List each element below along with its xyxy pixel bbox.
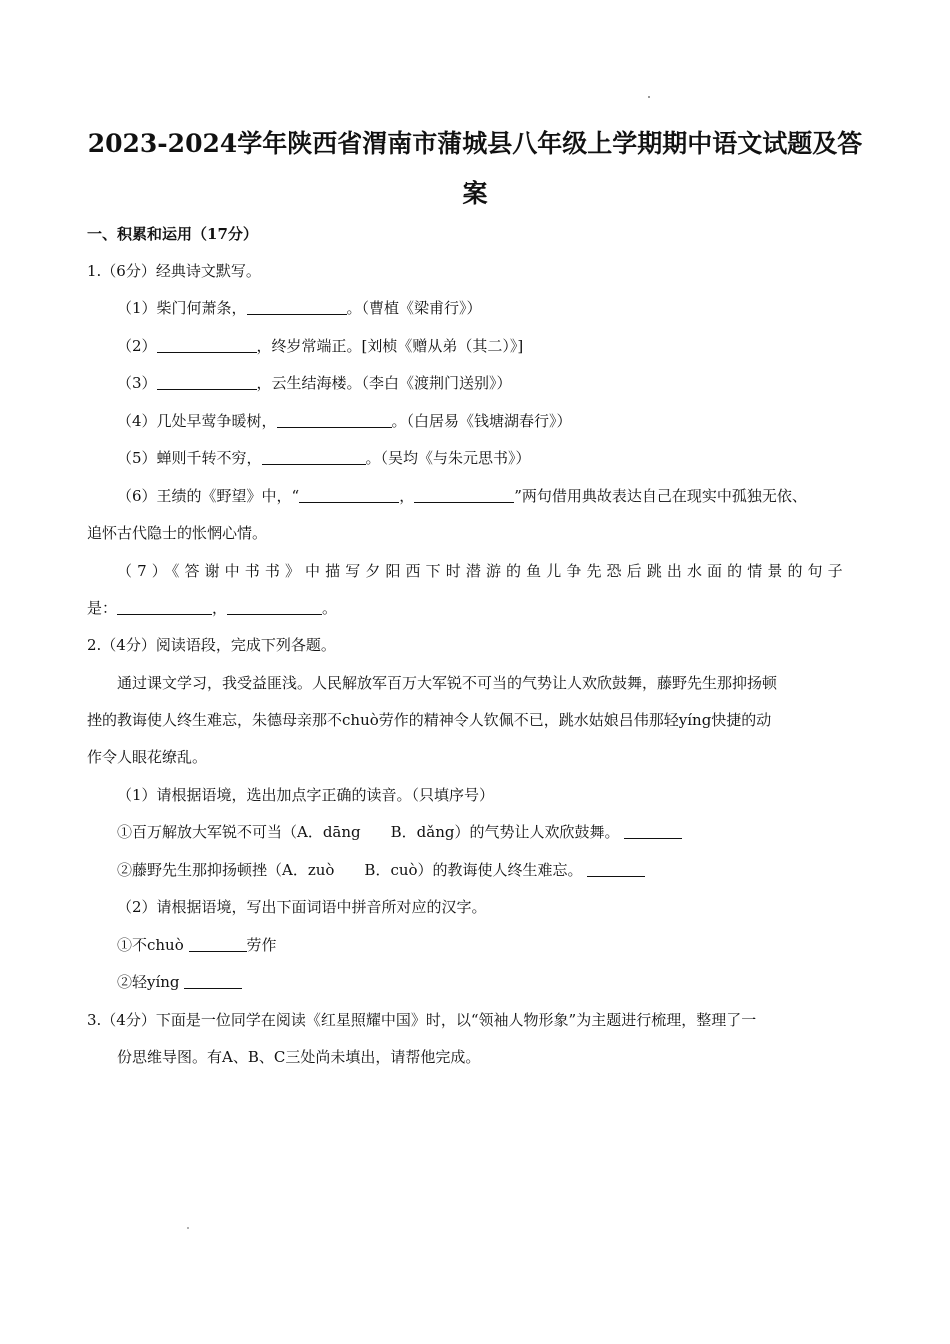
q1-item-7-pre: 是： <box>87 599 118 617</box>
q2-sub2: （2）请根据语境，写出下面词语中拼音所对应的汉字。 <box>117 898 487 916</box>
q1-item-5-post: 。（吴均《与朱元思书》） <box>365 449 531 467</box>
q2-sub2-a-pre: ①不chuò <box>117 936 184 954</box>
q1-item-4-pre: （4）几处早莺争暖树， <box>117 412 277 430</box>
q1-item-5-pre: （5）蝉则千转不穷， <box>117 449 262 467</box>
q1-item-7-line1: （7）《答谢中书书》中描写夕阳西下时潜游的鱼儿争先恐后跳出水面的情景的句子 <box>117 562 848 580</box>
answer-blank[interactable] <box>227 599 322 615</box>
q2-sub1-b-text: ②藤野先生那抑扬顿挫（A．zuò B．cuò）的教诲使人终生难忘。 <box>117 861 583 879</box>
answer-blank[interactable] <box>262 449 366 465</box>
q1-item-3-pre: （3） <box>117 374 157 392</box>
answer-blank[interactable] <box>624 823 682 839</box>
q1-item-1 <box>117 298 482 318</box>
speck-mark <box>648 96 650 98</box>
q1-item-7-mid: ， <box>212 599 228 617</box>
q1-item-6-pre: （6）王绩的《野望》中，“ <box>117 487 300 505</box>
answer-blank[interactable] <box>117 599 212 615</box>
q1-item-2 <box>117 336 523 356</box>
q1-item-4 <box>117 411 572 431</box>
q1-item-7-line2 <box>87 598 337 618</box>
section-heading: 一、积累和运用（17分） <box>87 225 258 243</box>
q2-sub2-a <box>117 935 277 955</box>
q2-sub1-b <box>117 860 645 880</box>
q1-item-4-post: 。（白居易《钱塘湖春行》） <box>391 412 572 430</box>
q1-item-6-mid: ， <box>399 487 415 505</box>
q2-sub1-a <box>117 822 682 842</box>
answer-blank[interactable] <box>184 973 242 989</box>
q1-stem: 1.（6分）经典诗文默写。 <box>87 262 261 280</box>
q2-sub2-a-post: 劳作 <box>246 936 277 954</box>
q1-item-6 <box>117 486 807 506</box>
q1-item-5 <box>117 448 531 468</box>
q2-sub1: （1）请根据语境，选出加点字正确的读音。（只填序号） <box>117 786 495 804</box>
document-title-line1: 2023-2024学年陕西省渭南市蒲城县八年级上学期期中语文试题及答 <box>87 129 863 158</box>
answer-blank[interactable] <box>247 299 347 315</box>
q1-item-1-post: 。（曹植《梁甫行》） <box>346 299 482 317</box>
answer-blank[interactable] <box>299 487 399 503</box>
answer-blank[interactable] <box>587 861 645 877</box>
q2-sub2-b <box>117 972 242 992</box>
answer-blank[interactable] <box>157 337 257 353</box>
q1-item-3 <box>117 373 512 393</box>
answer-blank[interactable] <box>277 412 392 428</box>
q1-item-6-line2: 追怀古代隐士的怅惘心情。 <box>87 524 268 542</box>
speck-mark <box>187 1227 189 1229</box>
document-title-line2: 案 <box>462 179 488 208</box>
q2-sub1-a-text: ①百万解放大军锐不可当（A．dāng B．dǎng）的气势让人欢欣鼓舞。 <box>117 823 620 841</box>
q1-item-2-pre: （2） <box>117 337 157 355</box>
q2-sub2-b-pre: ②轻yíng <box>117 973 180 991</box>
q2-paragraph-line2: 挫的教诲使人终生难忘，朱德母亲那不chuò劳作的精神令人钦佩不已，跳水姑娘吕伟那轻yíng快捷的动 <box>87 711 772 729</box>
q3-line1: 3.（4分）下面是一位同学在阅读《红星照耀中国》时，以“领袖人物形象”为主题进行梳理，整理了一 <box>87 1011 757 1029</box>
q1-item-7-post: 。 <box>322 599 338 617</box>
answer-blank[interactable] <box>157 374 257 390</box>
q2-stem: 2.（4分）阅读语段，完成下列各题。 <box>87 636 336 654</box>
q1-item-6-post: ”两句借用典故表达自己在现实中孤独无依、 <box>514 487 807 505</box>
answer-blank[interactable] <box>189 936 247 952</box>
q2-paragraph-line1: 通过课文学习，我受益匪浅。人民解放军百万大军锐不可当的气势让人欢欣鼓舞，藤野先生那抑扬顿 <box>117 674 778 692</box>
answer-blank[interactable] <box>414 487 514 503</box>
q1-item-1-pre: （1）柴门何萧条， <box>117 299 247 317</box>
q1-item-3-post: ，云生结海楼。（李白《渡荆门送别》） <box>256 374 512 392</box>
q2-paragraph-line3: 作令人眼花缭乱。 <box>87 748 208 766</box>
q3-line2: 份思维导图。有A、B、C三处尚未填出，请帮他完成。 <box>117 1048 481 1066</box>
q1-item-2-post: ，终岁常端正。[刘桢《赠从弟（其二）》] <box>256 337 524 355</box>
